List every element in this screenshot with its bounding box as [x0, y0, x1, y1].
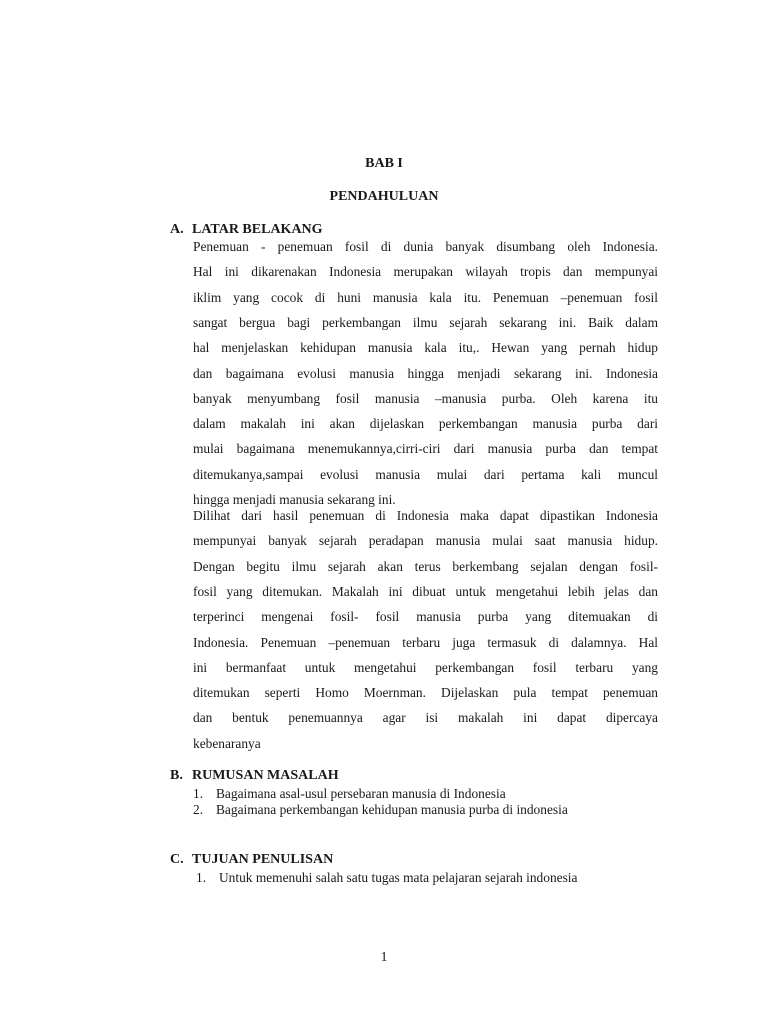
section-a-title: LATAR BELAKANG [192, 222, 323, 237]
paragraph-line: terperinci mengenai fosil- fosil manusia purba yang ditemuakan di [193, 609, 658, 625]
paragraph-line: kebenaranya [193, 735, 261, 751]
section-c-heading [170, 852, 333, 868]
page-number: 1 [380, 950, 388, 965]
section-b-letter: B. [170, 768, 183, 783]
paragraph-line: hingga menjadi manusia sekarang ini. [193, 492, 396, 507]
paragraph-line: dan bentuk penemuannya agar isi makalah ini dapat dipercaya [193, 710, 658, 726]
list-item [196, 870, 577, 886]
section-a-letter: A. [170, 222, 184, 237]
paragraph-line: Indonesia. Penemuan –penemuan terbaru juga termasuk di dalamnya. Hal [193, 634, 658, 650]
paragraph-line: dalam makalah ini akan dijelaskan perkembangan manusia purba dari [193, 416, 658, 432]
chapter-subtitle: PENDAHULUAN [329, 189, 439, 204]
paragraph-line: Dilihat dari hasil penemuan di Indonesia maka dapat dipastikan Indonesia [193, 508, 658, 523]
paragraph-line: Hal ini dikarenakan Indonesia merupakan wilayah tropis dan mempunyai [193, 264, 658, 280]
paragraph-line: mulai bagaimana menemukannya,cirri-ciri dari manusia purba dan tempat [193, 441, 658, 457]
paragraph-line: Dengan begitu ilmu sejarah akan terus berkembang sejalan dengan fosil- [193, 558, 658, 574]
section-b-title: RUMUSAN MASALAH [192, 768, 339, 783]
list-item-number: 1. [196, 870, 207, 885]
section-a-heading [170, 222, 323, 238]
paragraph-line: dan bagaimana evolusi manusia hingga menjadi sekarang ini. Indonesia [193, 365, 658, 381]
list-item-text: Bagaimana perkembangan kehidupan manusia purba di indonesia [216, 802, 568, 817]
section-c-title: TUJUAN PENULISAN [192, 852, 334, 867]
paragraph-line: iklim yang cocok di huni manusia kala itu. Penemuan –penemuan fosil [193, 289, 658, 305]
paragraph-line: ini bermanfaat untuk mengetahui perkembangan fosil terbaru yang [193, 659, 658, 675]
chapter-title: BAB I [365, 156, 403, 171]
paragraph-line: ditemukanya,sampai evolusi manusia mulai dari pertama kali muncul [193, 466, 658, 482]
list-item [193, 786, 506, 802]
paragraph-line: fosil yang ditemukan. Makalah ini dibuat untuk mengetahui lebih jelas dan [193, 583, 658, 599]
paragraph-line: mempunyai banyak sejarah peradapan manusia mulai saat manusia hidup. [193, 533, 658, 549]
paragraph-line: banyak menyumbang fosil manusia –manusia purba. Oleh karena itu [193, 390, 658, 406]
paragraph-line: ditemukan seperti Homo Moernman. Dijelaskan pula tempat penemuan [193, 685, 658, 701]
section-c-letter: C. [170, 852, 184, 867]
paragraph-line: sangat bergua bagi perkembangan ilmu sejarah sekarang ini. Baik dalam [193, 314, 658, 330]
list-item-number: 1. [193, 786, 204, 801]
paragraph-line: hal menjelaskan kehidupan manusia kala itu,. Hewan yang pernah hidup [193, 340, 658, 356]
paragraph-line: Penemuan - penemuan fosil di dunia banyak disumbang oleh Indonesia. [193, 239, 658, 254]
list-item-number: 2. [193, 802, 204, 817]
section-b-heading [170, 768, 339, 784]
list-item-text: Bagaimana asal-usul persebaran manusia di Indonesia [216, 786, 506, 801]
list-item [193, 802, 568, 818]
list-item-text: Untuk memenuhi salah satu tugas mata pelajaran sejarah indonesia [219, 870, 578, 885]
